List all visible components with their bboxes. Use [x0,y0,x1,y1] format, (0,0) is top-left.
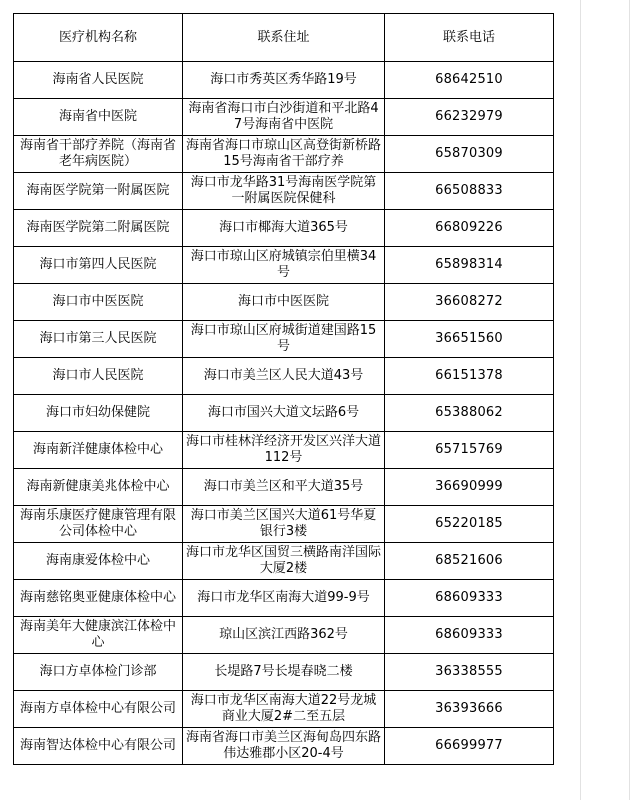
table-row [14,210,554,247]
header-phone[interactable]: 联系电话 [385,14,554,62]
cell-address[interactable]: 海口市国兴大道文坛路6号 [183,395,385,432]
cell-phone[interactable]: 68642510 [385,62,554,99]
header-name[interactable]: 医疗机构名称 [14,14,183,62]
table-row [14,543,554,580]
cell-name[interactable]: 海南省人民医院 [14,62,183,99]
cell-address[interactable]: 海口市龙华区南海大道22号龙城商业大厦2#二至五层 [183,691,385,728]
cell-phone[interactable]: 66232979 [385,99,554,136]
cell-address[interactable]: 海口市龙华路31号海南医学院第一附属医院保健科 [183,173,385,210]
table-row [14,395,554,432]
cell-address[interactable]: 琼山区滨江西路362号 [183,617,385,654]
medical-institutions-table [13,13,554,765]
table-row [14,432,554,469]
table-row [14,247,554,284]
cell-address[interactable]: 海口市龙华区南海大道99-9号 [183,580,385,617]
table-row [14,654,554,691]
table-row [14,173,554,210]
cell-address[interactable]: 海口市琼山区府城街道建国路15号 [183,321,385,358]
cell-address[interactable]: 海口市秀英区秀华路19号 [183,62,385,99]
table-row [14,321,554,358]
table-row [14,358,554,395]
gridline [629,0,630,800]
cell-address[interactable]: 海南省海口市白沙街道和平北路47号海南省中医院 [183,99,385,136]
cell-name[interactable]: 海南医学院第二附属医院 [14,210,183,247]
cell-phone[interactable]: 66809226 [385,210,554,247]
cell-address[interactable]: 海口市美兰区人民大道43号 [183,358,385,395]
cell-address[interactable]: 海南省海口市琼山区高登街新桥路15号海南省干部疗养 [183,136,385,173]
header-address[interactable]: 联系住址 [183,14,385,62]
cell-name[interactable]: 海南省干部疗养院（海南省老年病医院） [14,136,183,173]
cell-address[interactable]: 海口市琼山区府城镇宗伯里横34号 [183,247,385,284]
cell-name[interactable]: 海南医学院第一附属医院 [14,173,183,210]
cell-address[interactable]: 海口市龙华区国贸三横路南洋国际大厦2楼 [183,543,385,580]
cell-name[interactable]: 海南康爱体检中心 [14,543,183,580]
cell-name[interactable]: 海南方卓体检中心有限公司 [14,691,183,728]
cell-name[interactable]: 海口市人民医院 [14,358,183,395]
table-row [14,284,554,321]
cell-address[interactable]: 长堤路7号长堤春晓二楼 [183,654,385,691]
table-row [14,506,554,543]
cell-phone[interactable]: 36651560 [385,321,554,358]
cell-phone[interactable]: 65715769 [385,432,554,469]
table-row [14,617,554,654]
cell-phone[interactable]: 65870309 [385,136,554,173]
cell-name[interactable]: 海口市第三人民医院 [14,321,183,358]
cell-name[interactable]: 海口市第四人民医院 [14,247,183,284]
cell-address[interactable]: 海口市美兰区国兴大道61号华夏银行3楼 [183,506,385,543]
cell-address[interactable]: 海口市美兰区和平大道35号 [183,469,385,506]
cell-phone[interactable]: 68521606 [385,543,554,580]
table-row [14,62,554,99]
cell-name[interactable]: 海口方卓体检门诊部 [14,654,183,691]
cell-name[interactable]: 海南省中医院 [14,99,183,136]
cell-address[interactable]: 海口市桂林洋经济开发区兴洋大道112号 [183,432,385,469]
cell-name[interactable]: 海口市中医医院 [14,284,183,321]
cell-phone[interactable]: 36608272 [385,284,554,321]
cell-phone[interactable]: 65220185 [385,506,554,543]
table-row [14,580,554,617]
cell-name[interactable]: 海南乐康医疗健康管理有限公司体检中心 [14,506,183,543]
gridline [580,0,581,800]
cell-phone[interactable]: 66151378 [385,358,554,395]
table-row [14,691,554,728]
cell-name[interactable]: 海南慈铭奥亚健康体检中心 [14,580,183,617]
cell-address[interactable]: 海口市中医医院 [183,284,385,321]
cell-name[interactable]: 海口市妇幼保健院 [14,395,183,432]
cell-address[interactable]: 海口市椰海大道365号 [183,210,385,247]
cell-address[interactable]: 海南省海口市美兰区海甸岛四东路伟达雅郡小区20-4号 [183,728,385,765]
cell-name[interactable]: 海南智达体检中心有限公司 [14,728,183,765]
table-row [14,136,554,173]
cell-phone[interactable]: 36393666 [385,691,554,728]
cell-phone[interactable]: 65388062 [385,395,554,432]
cell-phone[interactable]: 65898314 [385,247,554,284]
cell-phone[interactable]: 68609333 [385,580,554,617]
cell-phone[interactable]: 68609333 [385,617,554,654]
table-header-row [14,14,554,62]
table-row [14,469,554,506]
cell-name[interactable]: 海南美年大健康滨江体检中心 [14,617,183,654]
cell-phone[interactable]: 66699977 [385,728,554,765]
cell-name[interactable]: 海南新洋健康体检中心 [14,432,183,469]
cell-phone[interactable]: 36690999 [385,469,554,506]
table-row [14,728,554,765]
cell-phone[interactable]: 66508833 [385,173,554,210]
table-row [14,99,554,136]
cell-name[interactable]: 海南新健康美兆体检中心 [14,469,183,506]
cell-phone[interactable]: 36338555 [385,654,554,691]
